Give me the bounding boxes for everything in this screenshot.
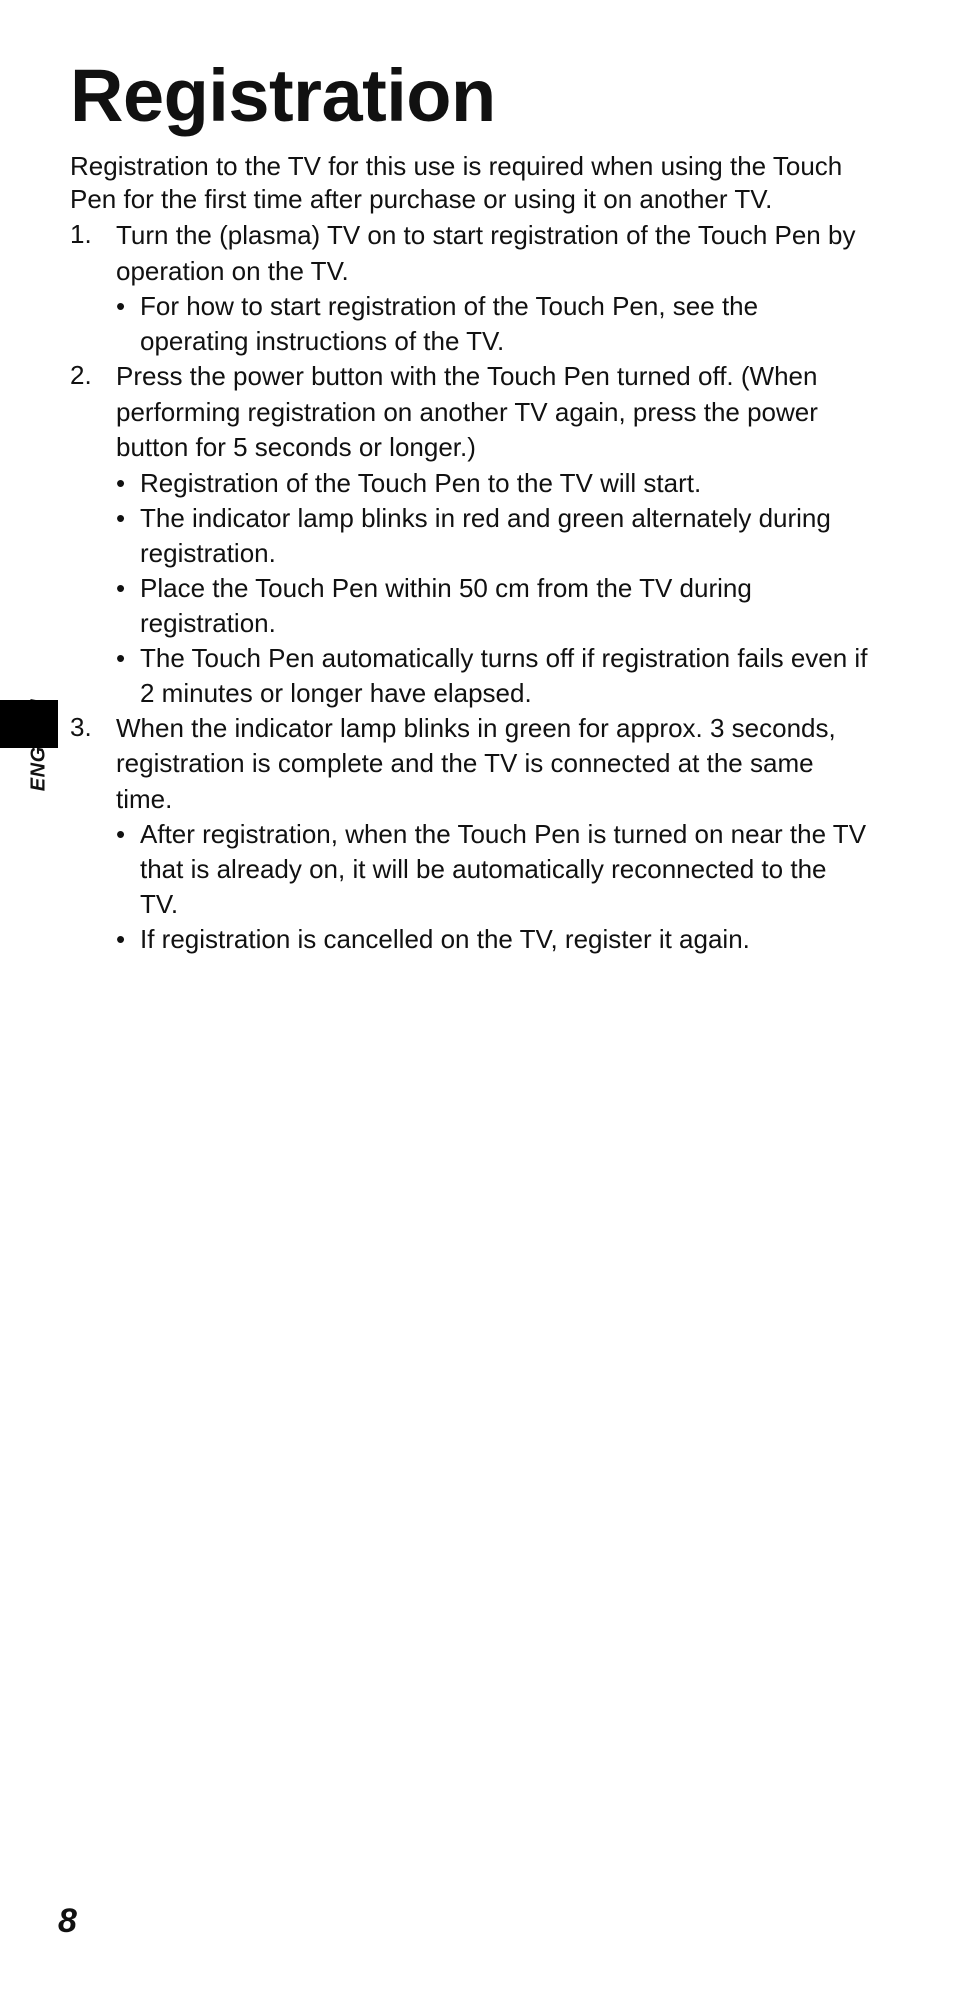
bullet-text: Registration of the Touch Pen to the TV will start.	[140, 467, 702, 498]
step-text: Turn the (plasma) TV on to start registration of the Touch Pen by operation on the TV.	[116, 220, 856, 286]
step-1	[70, 218, 870, 359]
bullet-text: If registration is cancelled on the TV, register it again.	[140, 924, 750, 954]
bullet-item	[116, 817, 870, 922]
bullet-item	[116, 466, 870, 501]
bullet-dot: •	[116, 642, 126, 673]
step-number: 3.	[70, 711, 92, 742]
step-1-notes	[116, 289, 870, 359]
bullet-dot: •	[116, 467, 126, 498]
step-2-notes	[116, 466, 870, 711]
bullet-dot: •	[116, 291, 126, 321]
bullet-dot: •	[116, 924, 126, 954]
bullet-text: The indicator lamp blinks in red and green alternately during registration.	[140, 502, 831, 568]
bullet-text: For how to start registration of the Touch Pen, see the operating instructions of the TV.	[140, 291, 759, 356]
bullet-dot: •	[116, 819, 126, 849]
main-content	[70, 150, 870, 957]
bullet-item	[116, 571, 870, 641]
step-number: 2.	[70, 360, 92, 390]
step-2	[70, 359, 870, 711]
bullet-text: Place the Touch Pen within 50 cm from the TV during registration.	[140, 572, 752, 638]
bullet-item	[116, 501, 870, 571]
bullet-text: The Touch Pen automatically turns off if registration fails even if 2 minutes or longer have elapsed.	[140, 642, 868, 708]
bullet-dot: •	[116, 572, 126, 603]
bullet-dot: •	[116, 502, 126, 533]
language-tab-marker	[0, 700, 58, 748]
step-number: 1.	[70, 219, 92, 249]
page-number: 8	[58, 1902, 77, 1940]
step-3-notes	[116, 817, 870, 957]
steps-list	[70, 218, 870, 957]
bullet-item	[116, 641, 870, 711]
step-3	[70, 711, 870, 958]
bullet-text: After registration, when the Touch Pen is turned on near the TV that is already on, it will be automatically reconnected to the TV.	[140, 819, 867, 919]
step-text: When the indicator lamp blinks in green for approx. 3 seconds, registration is complete and the TV is connected at the same time.	[116, 712, 836, 814]
step-text: Press the power button with the Touch Pen turned off. (When performing registration on another TV again, press the power button for 5 seconds or longer.)	[116, 361, 818, 462]
intro-paragraph: Registration to the TV for this use is required when using the Touch Pen for the first time after purchase or using it on another TV.	[70, 151, 843, 214]
page-title: Registration	[70, 54, 496, 137]
bullet-item	[116, 922, 870, 957]
bullet-item	[116, 289, 870, 359]
